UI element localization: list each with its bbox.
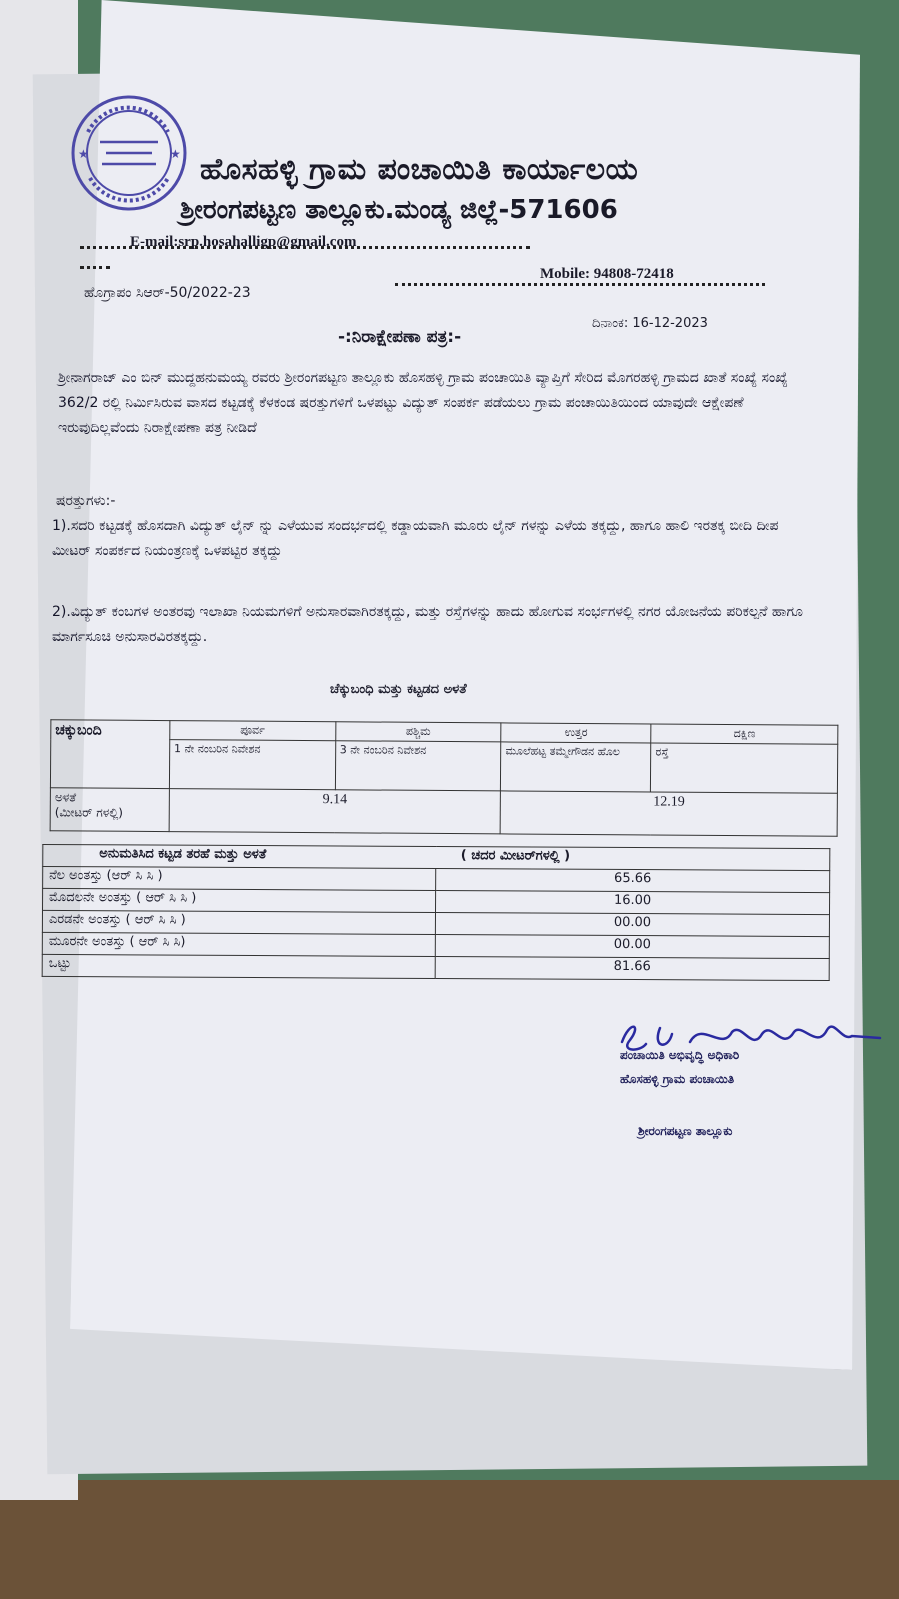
office-email: E-mail:srp.hosahalligp@gmail.com <box>130 234 357 250</box>
table-cell: ಒಟ್ಟು <box>42 954 435 978</box>
boundary-label: ಚಕ್ಕುಬಂದಿ <box>50 720 169 789</box>
table-cell: 3 ನೇ ನಂಬರಿನ ನಿವೇಶನ <box>335 741 501 791</box>
table-cell: 00.00 <box>435 912 829 936</box>
direction-header: ಪೂರ್ವ <box>170 721 336 741</box>
table-cell: ರಸ್ತೆ <box>651 743 838 793</box>
measure-east-west: 9.14 <box>169 789 501 834</box>
building-unit: ( ಚದರ ಮೀಟರ್‌ಗಳಲ್ಲಿ ) <box>460 848 571 864</box>
table-cell: ಮೂರನೇ ಅಂತಸ್ತು ( ಆರ್ ಸಿ ಸಿ) <box>42 932 435 956</box>
direction-header: ಉತ್ತರ <box>501 723 651 743</box>
letter-title: -:ನಿರಾಕ್ಷೇಪಣಾ ಪತ್ರ:- <box>338 327 462 347</box>
condition-item: 2).ವಿದ್ಯುತ್ ಕಂಬಗಳ ಅಂತರವು ಇಲಾಖಾ ನಿಯಮಗಳಿಗೆ ಅನುಸಾರವಾಗಿರತಕ್ಕದ್ದು, ಮತ್ತು ರಸ್ತೆಗಳನ್ನು ಹಾದು ಹೋಗುವ ಸಂರ್ಭಗಳಲ್ಲಿ ನಗರ ಯೋಜನೆಯ ಪರಿಕಲ್ಪನೆ ಹಾಗೂ ಮಾರ್ಗಸೂಚಿ ಅನುಸಾರವಿರತಕ್ಕದ್ದು. <box>52 604 803 645</box>
table-cell: ಎರಡನೇ ಅಂತಸ್ತು ( ಆರ್ ಸಿ ಸಿ ) <box>42 910 435 934</box>
table-cell: ಮೂಲೆಹಟ್ಟ ತಮ್ಮೇಗೌಡನ ಹೊಲ <box>501 742 651 792</box>
table-cell: ಮೊದಲನೇ ಅಂತಸ್ತು ( ಆರ್ ಸಿ ಸಿ ) <box>43 888 436 912</box>
table-row <box>42 954 829 980</box>
building-table <box>42 844 831 981</box>
table-cell: 1 ನೇ ನಂಬರಿನ ನಿವೇಶನ <box>169 740 335 790</box>
office-mobile: Mobile: 94808-72418 <box>540 266 674 282</box>
direction-header: ದಕ್ಷಿಣ <box>651 724 838 744</box>
direction-header: ಪಶ್ಚಿಮ <box>335 722 501 742</box>
office-address: ಶ್ರೀರಂಗಪಟ್ಟಣ ತಾಲ್ಲೂಕು.ಮಂಡ್ಯ ಜಿಲ್ಲೆ-571606 <box>180 195 618 225</box>
conditions-heading: ಷರತ್ತುಗಳು:- <box>56 493 116 509</box>
office-name: ಹೊಸಹಳ್ಳಿ ಗ್ರಾಮ ಪಂಚಾಯಿತಿ ಕಾರ್ಯಾಲಯ <box>200 152 639 187</box>
measure-north-south: 12.19 <box>500 791 837 836</box>
dotted-divider <box>80 246 530 249</box>
reference-number: ಹೊಗ್ರಾಪಂ ಸಿಆರ್-50/2022-23 <box>84 285 251 301</box>
building-heading: ಅನುಮತಿಸಿದ ಕಟ್ಟಡ ತರಹೆ ಮತ್ತು ಅಳತೆ <box>99 846 267 863</box>
signatory-office: ಹೊಸಹಳ್ಳಿ ಗ್ರಾಮ ಪಂಚಾಯಿತಿ <box>620 1072 735 1086</box>
dotted-divider <box>80 266 110 269</box>
table-row <box>50 788 837 836</box>
measure-cell <box>50 788 169 832</box>
signatory-designation: ಪಂಚಾಯಿತಿ ಅಭಿವೃದ್ಧಿ ಅಧಿಕಾರಿ <box>620 1048 740 1062</box>
dotted-divider <box>395 283 765 286</box>
office-seal <box>68 92 190 214</box>
boundary-table <box>50 719 839 836</box>
table-cell: 16.00 <box>436 890 830 914</box>
letter-date: ದಿನಾಂಕ: 16-12-2023 <box>592 316 708 331</box>
condition-item: 1).ಸದರಿ ಕಟ್ಟಡಕ್ಕೆ ಹೊಸದಾಗಿ ವಿದ್ಯುತ್ ಲೈನ್ ನ್ನು ಎಳೆಯುವ ಸಂದರ್ಭದಲ್ಲಿ ಕಡ್ಡಾಯವಾಗಿ ಮೂರು ಲೈನ್ ಗಳನ್ನು ಎಳೆಯ ತಕ್ಕದ್ದು, ಹಾಗೂ ಹಾಲಿ ಇರತಕ್ಕ ಬೀದಿ ದೀಪ ಮೀಟರ್ ಸಂಪರ್ಕದ ನಿಯಂತ್ರಣಕ್ಕೆ ಒಳಪಟ್ಟಿರ ತಕ್ಕದ್ದು <box>52 518 779 559</box>
measure-label: ಅಳತೆ <box>54 790 77 805</box>
table-cell: 65.66 <box>436 868 830 892</box>
svg-text:★: ★ <box>78 147 89 161</box>
table-cell: ನೆಲ ಅಂತಸ್ತು (ಆರ್ ಸಿ ಸಿ ) <box>43 866 436 890</box>
svg-text:★: ★ <box>170 147 181 161</box>
desk-surface <box>0 1480 899 1599</box>
measure-unit: (ಮೀಟರ್ ಗಳಲ್ಲಿ) <box>54 805 124 820</box>
letter-body: ಶ್ರೀನಾಗರಾಜ್ ಎಂ ಬಿನ್ ಮುದ್ದಹನುಮಯ್ಯ ರವರು ಶ್ರೀರಂಗಪಟ್ಟಣ ತಾಲ್ಲೂಕು ಹೊಸಹಳ್ಳಿ ಗ್ರಾಮ ಪಂಚಾಯಿತಿ ವ್ಯಾಪ್ತಿಗೆ ಸೇರಿದ ಮೊಗರಹಳ್ಳಿ ಗ್ರಾಮದ ಖಾತೆ ಸಂಖ್ಯೆ ಸಂಖ್ಯೆ 362/2 ರಲ್ಲಿ ನಿರ್ಮಿಸಿರುವ ವಾಸದ ಕಟ್ಟಡಕ್ಕೆ ಕೆಳಕಂಡ ಷರತ್ತುಗಳಿಗೆ ಒಳಪಟ್ಟು ವಿದ್ಯುತ್ ಸಂಪರ್ಕ ಪಡೆಯಲು ಗ್ರಾಮ ಪಂಚಾಯಿತಿಯಿಂದ ಯಾವುದೇ ಆಕ್ಷೇಪಣೆ ಇರುವುದಿಲ್ಲವೆಂದು ನಿರಾಕ್ಷೇಪಣಾ ಪತ್ರ ನೀಡಿದೆ <box>58 370 788 436</box>
table-cell: 00.00 <box>435 934 829 958</box>
signatory-taluk: ಶ್ರೀರಂಗಪಟ್ಟಣ ತಾಲ್ಲೂಕು <box>638 1124 733 1138</box>
table-cell: 81.66 <box>435 956 829 980</box>
table-title: ಚೆಕ್ಕುಬಂಧಿ ಮತ್ತು ಕಟ್ಟಡದ ಅಳತೆ <box>330 682 467 697</box>
